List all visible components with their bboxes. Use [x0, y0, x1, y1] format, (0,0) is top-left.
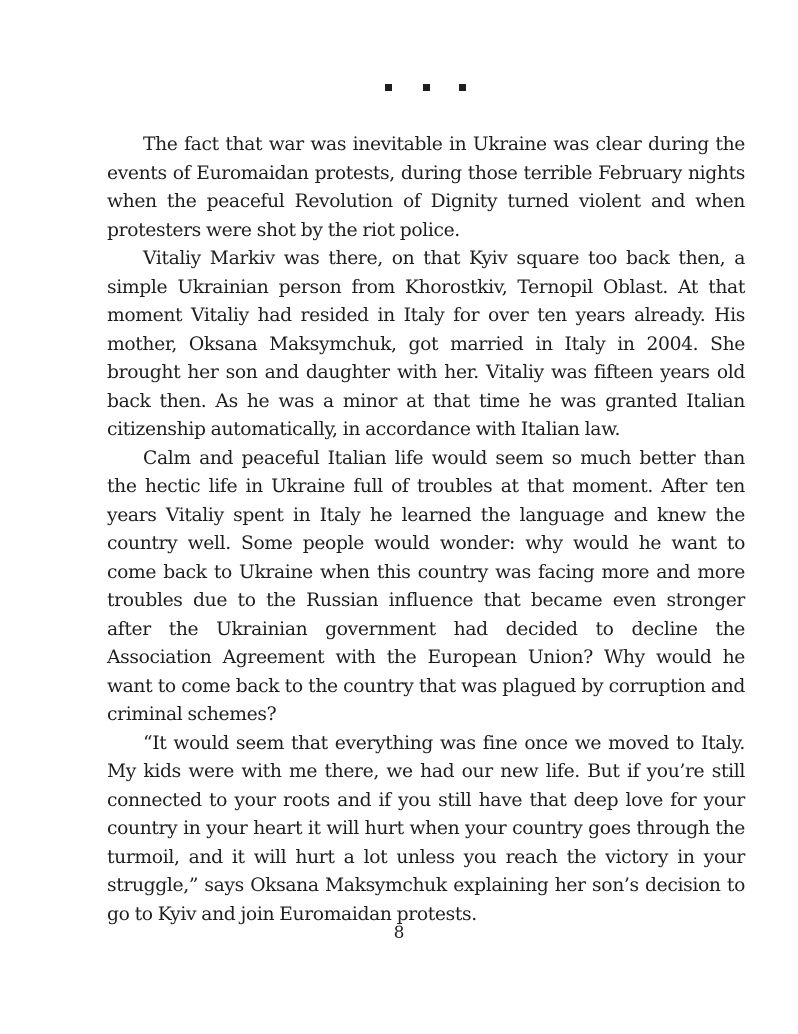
separator-square — [423, 84, 430, 91]
paragraph: “It would seem that everything was fine once we moved to Italy. My kids were with me there, we had our new life. But if you’re still connected to your roots and if you still have that deep love for your country in your heart it will hurt when your country goes through the turmoil, and it will hurt a lot unless you reach the victory in your struggle,” says Oksana Maksymchuk explaining her son’s decision to go to Kyiv and join Euromaidan protests. — [107, 732, 745, 925]
page-number: 8 — [393, 923, 405, 943]
body-text — [107, 131, 745, 929]
paragraph: Vitaliy Markiv was there, on that Kyiv square too back then, a simple Ukrainian person from Khorostkiv, Ternopil Oblast. At that moment Vitaliy had resided in Italy for over ten years already. His mother, Oksana Maksymchuk, got married in Italy in 2004. She brought her son and daughter with her. Vitaliy was fifteen years old back then. As he was a minor at that time he was granted Italian citizenship automatically, in accordance with Italian law. — [107, 248, 745, 440]
paragraph: The fact that war was inevitable in Ukraine was clear during the events of Euromaidan protests, during those terrible February nights when the peaceful Revolution of Dignity turned violent and when protesters were shot by the riot police. — [107, 134, 745, 241]
separator-square — [459, 84, 466, 91]
paragraph: Calm and peaceful Italian life would seem so much better than the hectic life in Ukraine full of troubles at that moment. After ten years Vitaliy spent in Italy he learned the language and knew the country well. Some people would wonder: why would he want to come back to Ukraine when this country was facing more and more troubles due to the Russian influence that became even stronger after the Ukrainian government had decided to decline the Association Agreement with the European Union? Why would he want to come back to the country that was plagued by corruption and criminal schemes? — [107, 447, 745, 725]
section-separator — [0, 82, 798, 94]
separator-square — [385, 84, 392, 91]
